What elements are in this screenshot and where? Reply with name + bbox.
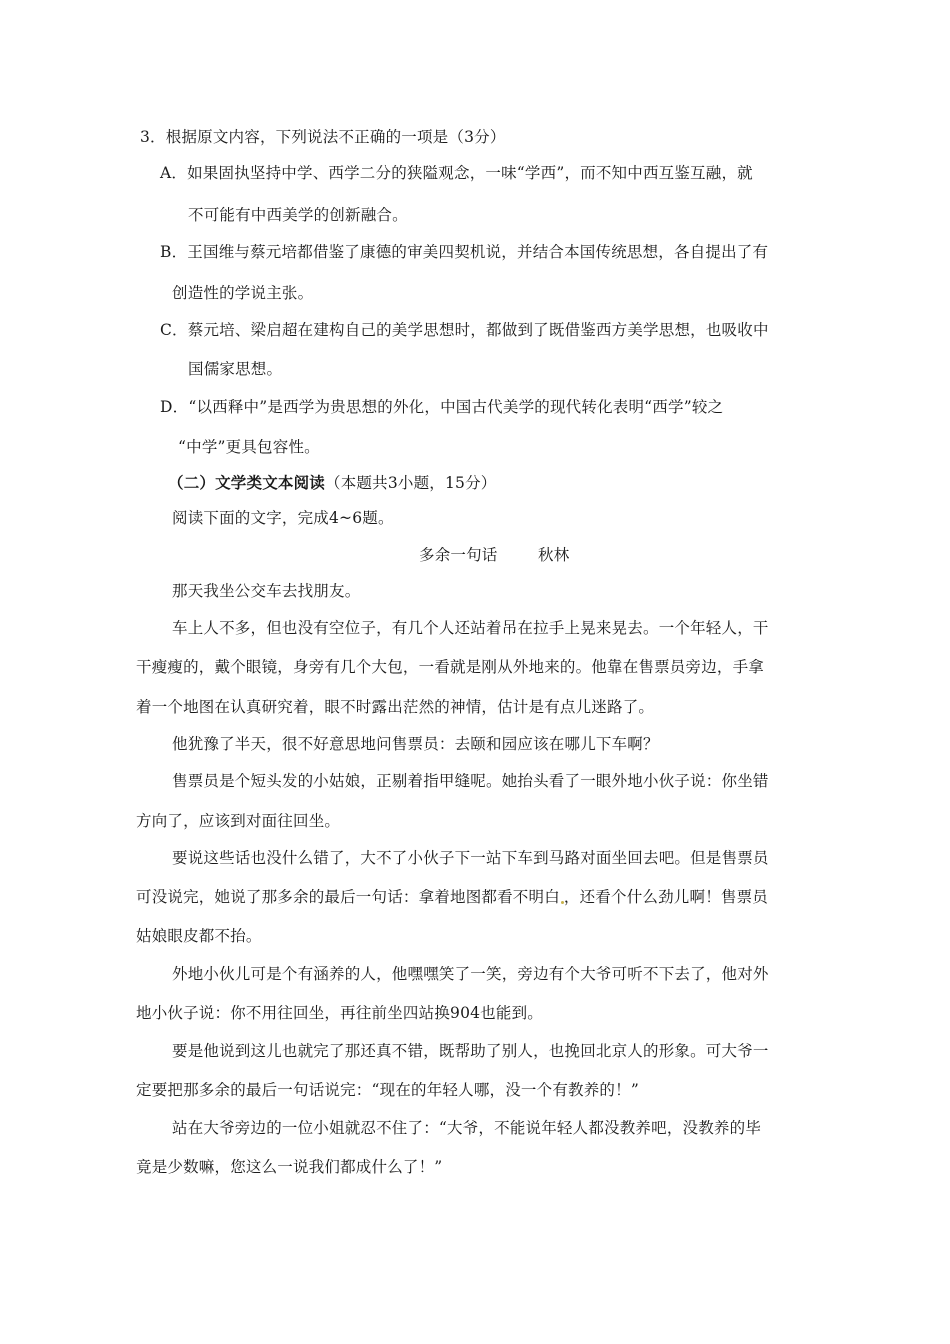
story-paragraph-7-line-2: 定要把那多余的最后一句话说完：“现在的年轻人哪，没一个有教养的！” [136,1081,639,1099]
section-heading [168,472,497,494]
story-paragraph-6-line-1: 外地小伙儿可是个有涵养的人，他嘿嘿笑了一笑，旁边有个大爷可听不下去了，他对外 [172,965,769,983]
story-paragraph-1: 那天我坐公交车去找朋友。 [172,582,361,600]
story-paragraph-5-line-2 [136,886,768,908]
story-paragraph-5-line-2-start: 可没说完，她说了那多余的最后一句话：拿着地图都看不明白 [136,888,560,906]
question-3-stem: 3．根据原文内容，下列说法不正确的一项是（3分） [140,128,506,146]
option-b-line-1: B．王国维与蔡元培都借鉴了康德的审美四契机说，并结合本国传统思想，各自提出了有 [160,243,769,261]
option-c-line-2: 国儒家思想。 [188,360,283,378]
story-paragraph-7-line-1: 要是他说到这儿也就完了那还真不错，既帮助了别人，也挽回北京人的形象。可大爷一 [172,1042,769,1060]
story-paragraph-8-line-2: 竟是少数嘛，您这么一说我们都成什么了！” [136,1158,443,1176]
option-c-line-1: C．蔡元培、梁启超在建构自己的美学思想时，都做到了既借鉴西方美学思想，也吸收中 [160,321,769,339]
story-paragraph-8-line-1: 站在大爷旁边的一位小姐就忍不住了：“大爷，不能说年轻人都没教养吧，没教养的毕 [172,1119,762,1137]
option-d-line-1: D．“以西释中”是西学为贵思想的外化，中国古代美学的现代转化表明“西学”较之 [160,398,724,416]
story-paragraph-3: 他犹豫了半天，很不好意思地问售票员：去颐和园应该在哪儿下车啊？ [172,735,659,753]
story-paragraph-2-line-1: 车上人不多，但也没有空位子，有几个人还站着吊在拉手上晃来晃去。一个年轻人，干 [172,619,769,637]
option-a-line-2: 不可能有中西美学的创新融合。 [188,206,408,224]
section-heading-title: （二）文学类文本阅读 [168,473,326,492]
story-paragraph-4-line-2: 方向了，应该到对面往回坐。 [136,812,341,830]
option-d-line-2: “中学”更具包容性。 [178,438,320,456]
story-paragraph-4-line-1: 售票员是个短头发的小姑娘，正剔着指甲缝呢。她抬头看了一眼外地小伙子说：你坐错 [172,772,769,790]
story-paragraph-5-line-3: 姑娘眼皮都不抬。 [136,927,262,945]
story-paragraph-6-line-2: 地小伙子说：你不用往回坐，再往前坐四站换904也能到。 [136,1004,543,1022]
story-author: 秋林 [538,546,570,564]
story-paragraph-2-line-2: 干瘦瘦的，戴个眼镜，身旁有几个大包，一看就是刚从外地来的。他靠在售票员旁边，手拿 [136,658,765,676]
story-title: 多余一句话 [419,546,498,564]
story-paragraph-5-line-2-end: ，还看个什么劲儿啊！售票员 [563,888,769,906]
section-heading-note: （本题共3小题，15分） [325,474,497,492]
reading-instruction: 阅读下面的文字，完成4~6题。 [172,509,394,527]
story-paragraph-2-line-3: 着一个地图在认真研究着，眼不时露出茫然的神情，估计是有点儿迷路了。 [136,698,655,716]
story-paragraph-5-line-1: 要说这些话也没什么错了，大不了小伙子下一站下车到马路对面坐回去吧。但是售票员 [172,849,769,867]
option-a-line-1: A．如果固执坚持中学、西学二分的狭隘观念，一味“学西”，而不知中西互鉴互融，就 [160,164,753,182]
option-b-line-2: 创造性的学说主张。 [172,284,314,302]
